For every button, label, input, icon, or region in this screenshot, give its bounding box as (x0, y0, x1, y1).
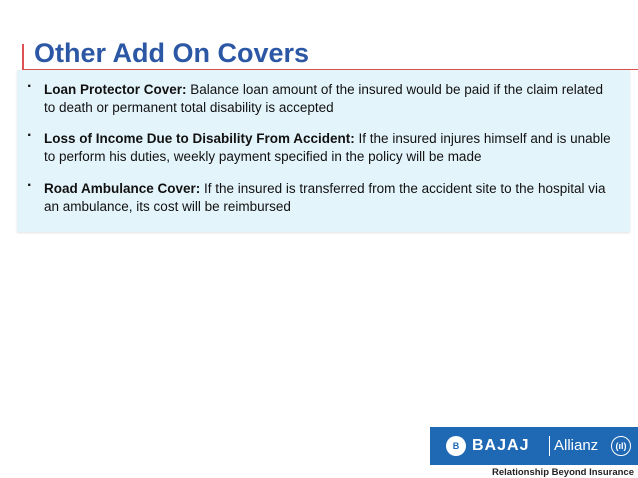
list-item-text (44, 180, 612, 216)
bullet-icon: · (27, 127, 33, 144)
bajaj-allianz-logo (430, 427, 638, 465)
brand-tagline: Relationship Beyond Insurance (492, 467, 634, 478)
item-description: If the insured is transferred from the accident site to the hospital via an ambulance, its cost will be reimbursed (44, 181, 606, 214)
item-heading: Loan Protector Cover: (44, 82, 187, 97)
list-item-text (44, 81, 612, 117)
item-description: Balance loan amount of the insured would be paid if the claim related to death or permanent total disability is accepted (44, 82, 604, 115)
item-description: If the insured injures himself and is unable to perform his duties, weekly payment specified in the policy will be made (44, 131, 611, 164)
item-heading: Road Ambulance Cover: (44, 181, 201, 196)
logo-bajaj-text: BAJAJ (472, 437, 530, 454)
logo-divider (549, 436, 550, 456)
page-title: Other Add On Covers (34, 38, 310, 68)
allianz-eagle-icon: (ıl) (611, 436, 631, 456)
bullet-icon: · (27, 78, 33, 95)
bajaj-emblem-icon: B (446, 436, 466, 456)
list-item-text (44, 130, 612, 166)
logo-allianz-text: Allianz (554, 437, 599, 454)
item-heading: Loss of Income Due to Disability From Accident: (44, 131, 355, 146)
bullet-icon: · (27, 177, 33, 194)
content-panel (17, 70, 630, 232)
